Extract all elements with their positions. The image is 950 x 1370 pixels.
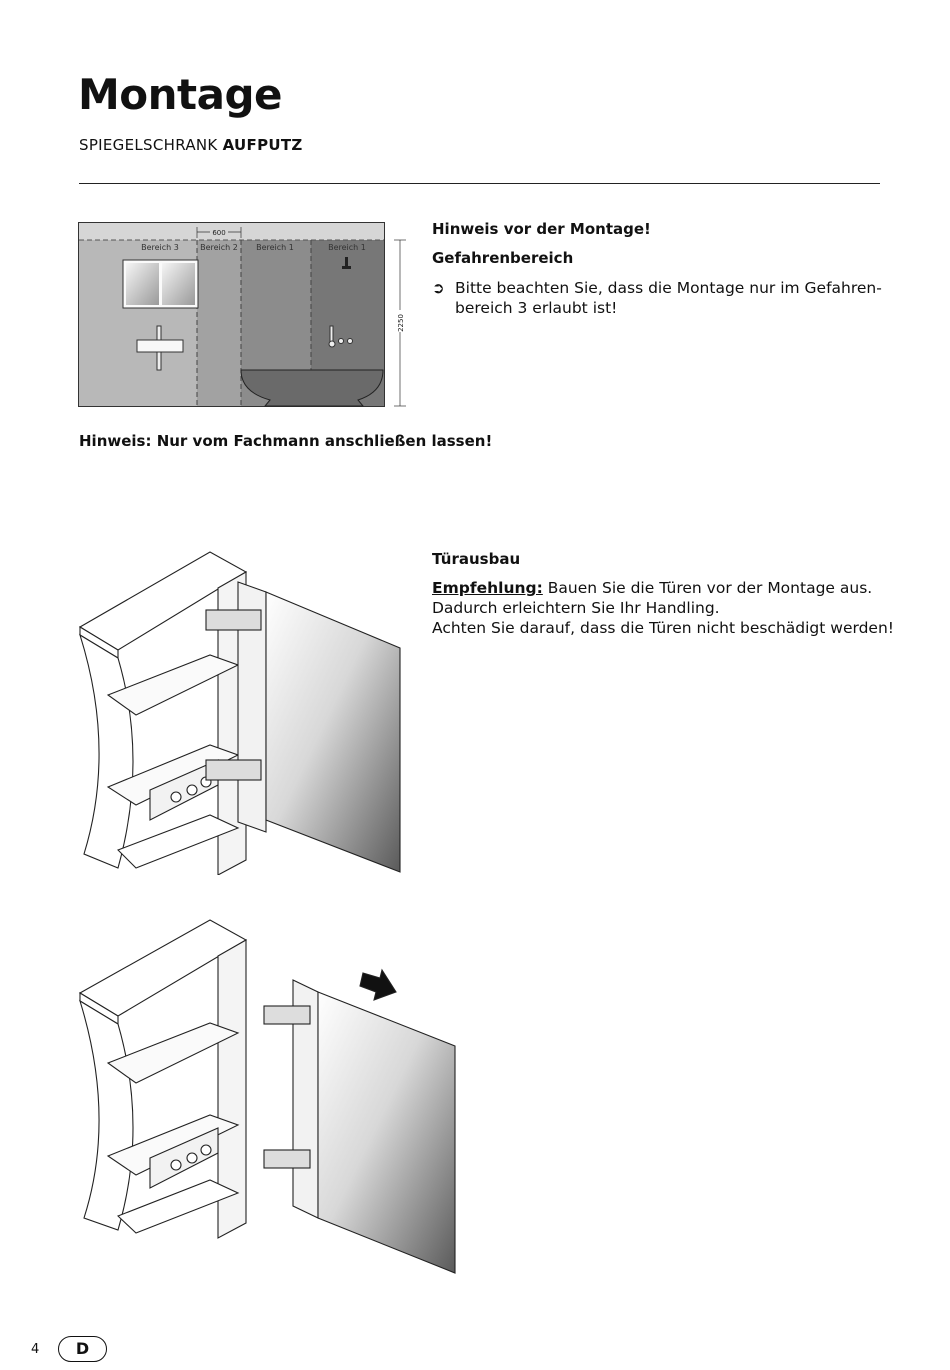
empfehlung-text: Bauen Sie die Türen vor der Montage aus.	[542, 579, 873, 597]
zone-label-1a: Bereich 1	[256, 243, 294, 252]
page-title: Montage	[78, 70, 283, 119]
zone-bereich-2	[197, 240, 241, 406]
subtitle-bold: AUFPUTZ	[222, 136, 303, 154]
bullet-arrow-icon: ➲	[432, 279, 445, 297]
header-divider	[79, 183, 880, 184]
zone-label-3: Bereich 3	[141, 243, 179, 252]
empfehlung-line-2: Dadurch erleichtern Sie Ihr Handling.	[432, 599, 720, 617]
move-right-arrow-icon	[360, 970, 396, 1000]
gefahrenbereich-heading: Gefahrenbereich	[432, 249, 574, 267]
empfehlung-paragraph	[432, 578, 902, 638]
zone-label-2: Bereich 2	[200, 243, 238, 252]
fachmann-note: Hinweis: Nur vom Fachmann anschließen lassen!	[79, 432, 493, 450]
cabinet-door-removed-figure	[78, 918, 463, 1278]
dim-width-label: 600	[212, 229, 226, 237]
bullet-text: Bitte beachten Sie, dass die Montage nur im Gefahren-bereich 3 erlaubt ist!	[455, 279, 882, 317]
page-subtitle	[79, 136, 303, 154]
cabinet-door-attached-figure	[78, 550, 408, 875]
language-badge: D	[58, 1336, 107, 1362]
zone-label-1b: Bereich 1	[328, 243, 366, 252]
empfehlung-line-3: Achten Sie darauf, dass die Türen nicht beschädigt werden!	[432, 619, 894, 637]
subtitle-prefix: SPIEGELSCHRANK	[79, 136, 223, 154]
empfehlung-label: Empfehlung:	[432, 579, 543, 597]
washbasin-drawing	[137, 340, 183, 352]
bathroom-zones-figure	[78, 222, 410, 412]
hinweis-heading: Hinweis vor der Montage!	[432, 220, 651, 238]
page-number: 4	[31, 1342, 40, 1357]
dim-height-label: 2250	[397, 314, 405, 332]
tuerausbau-heading: Türausbau	[432, 550, 521, 568]
